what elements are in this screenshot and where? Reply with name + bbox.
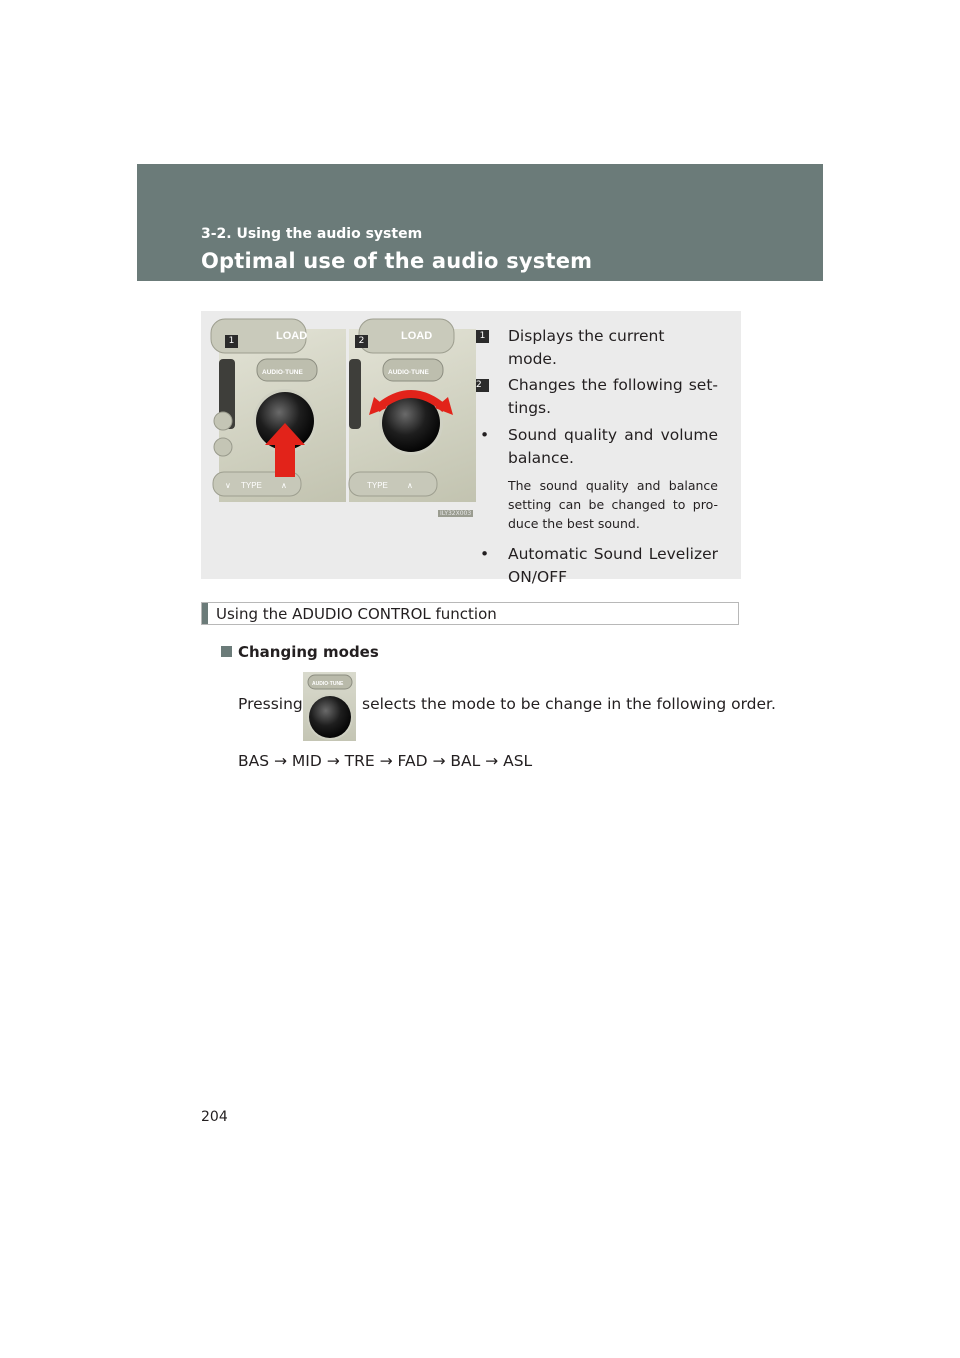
load-label: LOAD [401, 330, 433, 342]
audio-tune-label: AUDIO·TUNE [388, 369, 429, 376]
number-badge-2: 2 [476, 379, 489, 392]
pressing-text: Pressing [238, 695, 303, 713]
bullet: • [480, 545, 490, 563]
subheading-text: Changing modes [238, 643, 379, 661]
desc-item-1 [476, 325, 718, 371]
knob-label: AUDIO·TUNE [312, 681, 344, 687]
section-heading [201, 602, 739, 625]
sound-quality-note: The sound quality and balance setting can be changed to pro-duce the best sound. [508, 478, 718, 531]
bullet: • [480, 426, 490, 444]
photo-turn-knob [349, 329, 476, 517]
header-band [137, 164, 823, 281]
type-label: TYPE [367, 481, 388, 490]
svg-text:∧: ∧ [281, 481, 287, 490]
pressing-description: selects the mode to be change in the following order. [362, 695, 776, 713]
number-badge-1: 1 [476, 330, 489, 343]
photo-push-knob [219, 329, 346, 502]
subheading [221, 643, 379, 661]
heading-accent-bar [202, 603, 208, 624]
figure-description [476, 325, 718, 589]
sub-item-sound-quality [476, 424, 718, 470]
photo-badge-2: 2 [355, 335, 368, 348]
desc-item-text: Changes the following set-tings. [508, 376, 718, 417]
section-label: 3-2. Using the audio system [201, 226, 423, 242]
desc-item-2 [476, 374, 718, 420]
square-bullet-icon [221, 646, 232, 657]
page-number: 204 [201, 1109, 228, 1125]
section-heading-text: Using the ADUDIO CONTROL function [216, 605, 497, 623]
svg-text:∧: ∧ [407, 481, 413, 490]
desc-item-text: Displays the current mode. [508, 327, 665, 368]
mode-sequence: BAS → MID → TRE → FAD → BAL → ASL [238, 752, 533, 770]
sub-item-text: Automatic Sound Levelizer ON/OFF [508, 545, 718, 586]
load-label: LOAD [276, 330, 308, 342]
type-label: TYPE [241, 481, 262, 490]
page-title: Optimal use of the audio system [201, 249, 593, 273]
svg-text:∨: ∨ [225, 481, 231, 490]
figure-panel [201, 311, 741, 586]
sub-item-text: Sound quality and volume balance. [508, 426, 718, 467]
photo-badge-1: 1 [225, 335, 238, 348]
image-code: ILY32X003 [440, 510, 472, 517]
audio-tune-label: AUDIO·TUNE [262, 369, 303, 376]
sub-item-asl [476, 543, 718, 589]
audio-tune-knob-icon [303, 672, 356, 741]
